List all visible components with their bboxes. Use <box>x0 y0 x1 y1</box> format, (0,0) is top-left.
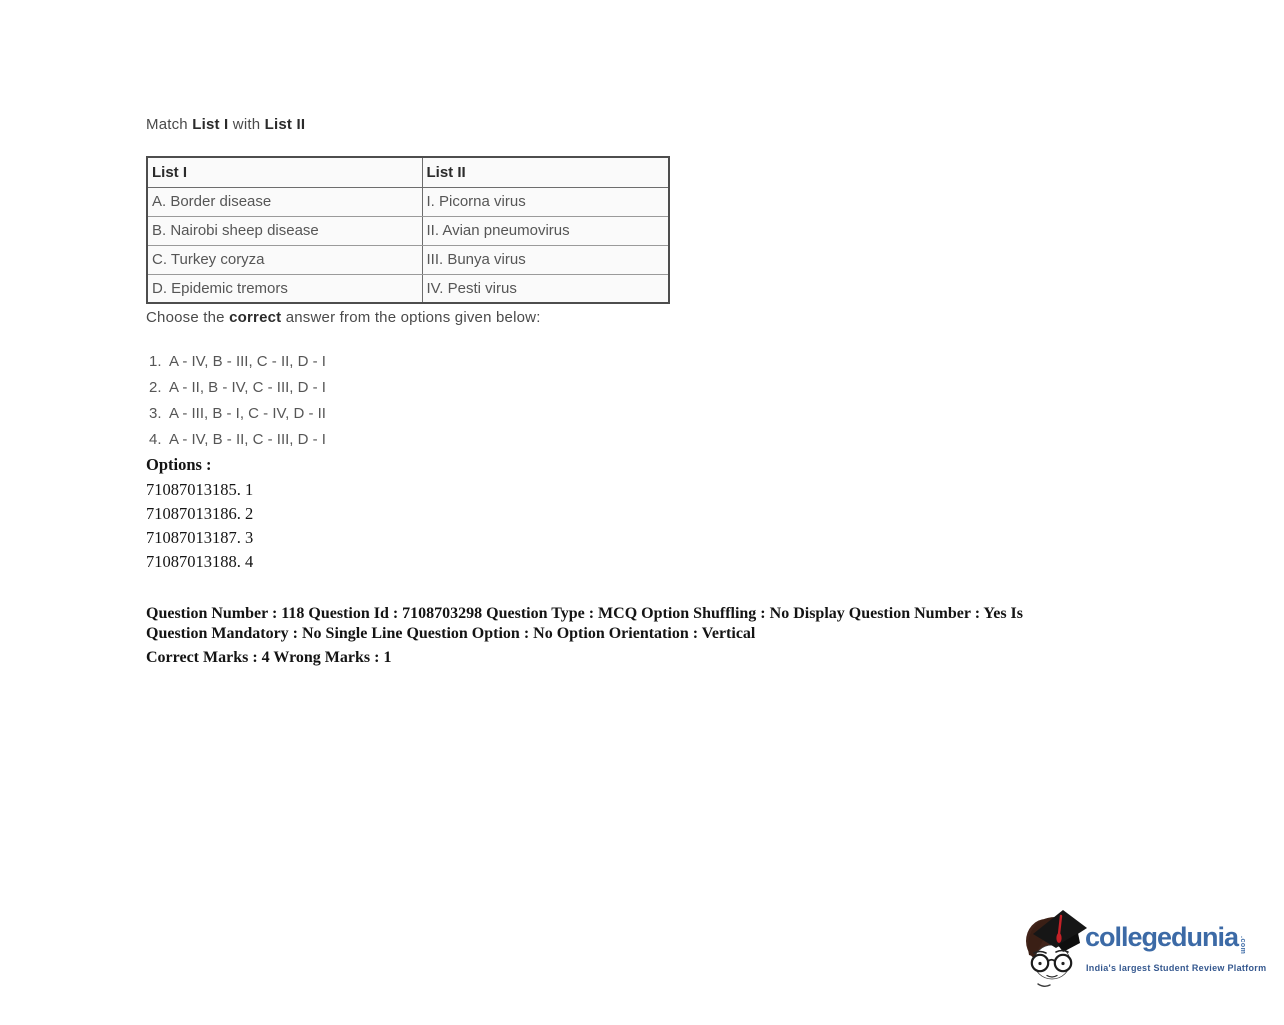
answer-choices-list <box>149 349 326 453</box>
answer-choice-3 <box>149 401 326 427</box>
option-id-3: 71087013187. 3 <box>146 528 254 547</box>
match-instruction-line <box>146 116 305 133</box>
choice-number: 2. <box>149 379 162 396</box>
choose-suffix: answer from the options given below: <box>281 309 541 326</box>
logo-tagline: India's largest Student Review Platform <box>1086 963 1267 973</box>
match-middle: with <box>228 116 265 133</box>
table-cell-i: I. Picorna virus <box>422 187 669 216</box>
match-prefix: Match <box>146 116 193 133</box>
match-list2-label: List II <box>264 116 306 133</box>
choose-instruction-line <box>146 309 541 326</box>
choice-number: 1. <box>149 353 162 370</box>
answer-choice-4 <box>149 427 326 453</box>
choice-text: A - III, B - I, C - IV, D - II <box>169 405 326 422</box>
metadata-line-1: Question Number : 118 Question Id : 7108703298 Question Type : MCQ Option Shuffling : No Display Question Number : Yes Is <box>146 605 1023 622</box>
table-row <box>147 187 669 216</box>
table-cell-iv: IV. Pesti virus <box>422 274 669 303</box>
table-header-row <box>147 157 669 187</box>
table-cell-b: B. Nairobi sheep disease <box>147 216 422 245</box>
option-id-1: 71087013185. 1 <box>146 480 254 499</box>
answer-choice-1 <box>149 349 326 375</box>
option-id-4: 71087013188. 4 <box>146 552 254 571</box>
choice-number: 3. <box>149 405 162 422</box>
choice-text: A - IV, B - III, C - II, D - I <box>169 353 326 370</box>
table-cell-iii: III. Bunya virus <box>422 245 669 274</box>
table-row <box>147 245 669 274</box>
table-cell-ii: II. Avian pneumovirus <box>422 216 669 245</box>
question-metadata-block <box>146 604 1136 668</box>
collegedunia-logo <box>1025 903 1265 993</box>
options-label: Options : <box>146 455 212 474</box>
match-table <box>146 156 670 304</box>
answer-choice-2 <box>149 375 326 401</box>
option-id-list <box>146 478 253 574</box>
table-cell-c: C. Turkey coryza <box>147 245 422 274</box>
table-row <box>147 274 669 303</box>
table-header-list2: List II <box>422 157 669 187</box>
table-header-list1: List I <box>147 157 422 187</box>
choice-text: A - IV, B - II, C - III, D - I <box>169 431 326 448</box>
match-list1-label: List I <box>192 116 229 133</box>
metadata-marks-line: Correct Marks : 4 Wrong Marks : 1 <box>146 649 392 666</box>
choice-text: A - II, B - IV, C - III, D - I <box>169 379 326 396</box>
table-cell-d: D. Epidemic tremors <box>147 274 422 303</box>
choose-bold-correct: correct <box>229 309 282 326</box>
choose-prefix: Choose the <box>146 309 230 326</box>
option-id-2: 71087013186. 2 <box>146 504 254 523</box>
logo-tld-text: .com <box>1239 936 1246 955</box>
metadata-line-2: Question Mandatory : No Single Line Question Option : No Option Orientation : Vertical <box>146 624 756 642</box>
mascot-graduate-icon <box>1025 905 1087 989</box>
table-cell-a: A. Border disease <box>147 187 422 216</box>
logo-brand-wordmark: collegedunia <box>1085 922 1239 952</box>
choice-number: 4. <box>149 431 162 448</box>
table-row <box>147 216 669 245</box>
